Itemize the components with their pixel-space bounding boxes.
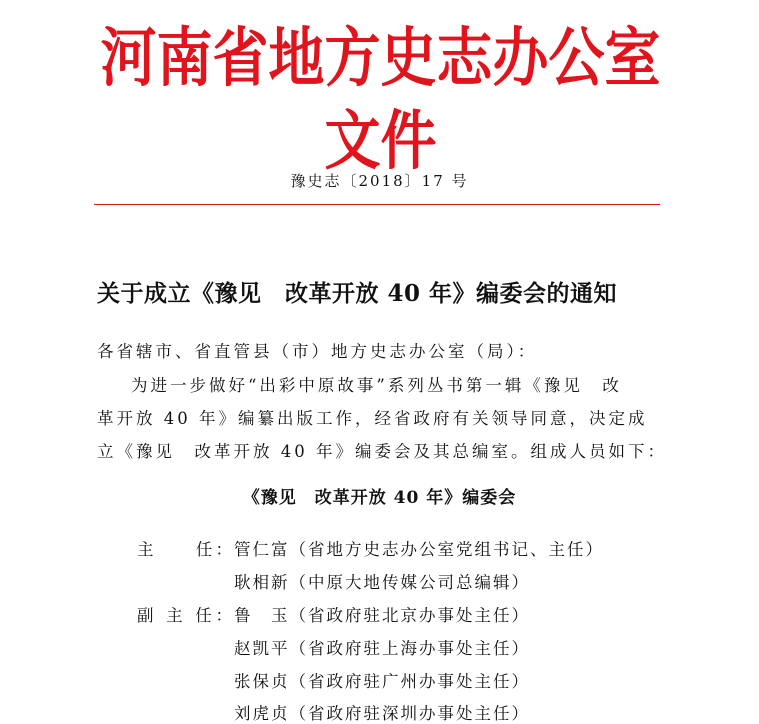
- member-row: [137, 569, 697, 593]
- member-row: [137, 668, 697, 692]
- member-role: [137, 700, 234, 724]
- member-entry: 鲁 玉（省政府驻北京办事处主任）: [234, 606, 530, 625]
- member-role: [137, 635, 234, 659]
- document-number: 豫史志〔2018〕17 号: [290, 172, 469, 190]
- member-entry: 赵凯平（省政府驻上海办事处主任）: [234, 639, 530, 658]
- member-entry: 刘虎贞（省政府驻深圳办事处主任）: [234, 704, 530, 723]
- member-entry: 张保贞（省政府驻广州办事处主任）: [234, 672, 530, 691]
- member-entry: 管仁富（省地方史志办公室党组书记、主任）: [234, 540, 604, 559]
- member-row: [137, 602, 697, 626]
- member-role: 副 主 任：: [137, 606, 234, 625]
- red-divider-line: [94, 204, 660, 205]
- member-row: [137, 635, 697, 659]
- paragraph-line-3: 立《豫见 改革开放 40 年》编委会及其总编室。组成人员如下：: [97, 442, 667, 461]
- member-role: [137, 569, 234, 593]
- member-entry: 耿相新（中原大地传媒公司总编辑）: [234, 573, 530, 592]
- paragraph-line-2: 革开放 40 年》编纂出版工作，经省政府有关领导同意，决定成: [97, 409, 648, 428]
- member-role: [137, 668, 234, 692]
- paragraph-line-1: 为进一步做好“出彩中原故事”系列丛书第一辑《豫见 改: [131, 376, 622, 395]
- member-row: [137, 536, 697, 560]
- masthead-title: 河南省地方史志办公室文件: [100, 21, 661, 179]
- addressee-line: 各省辖市、省直管县（市）地方史志办公室（局）：: [97, 342, 538, 361]
- member-row: [137, 700, 697, 724]
- committee-heading: 《豫见 改革开放 40 年》编委会: [242, 488, 517, 508]
- notice-title: 关于成立《豫见 改革开放 40 年》编委会的通知: [97, 280, 618, 307]
- member-role: 主 任：: [137, 540, 234, 559]
